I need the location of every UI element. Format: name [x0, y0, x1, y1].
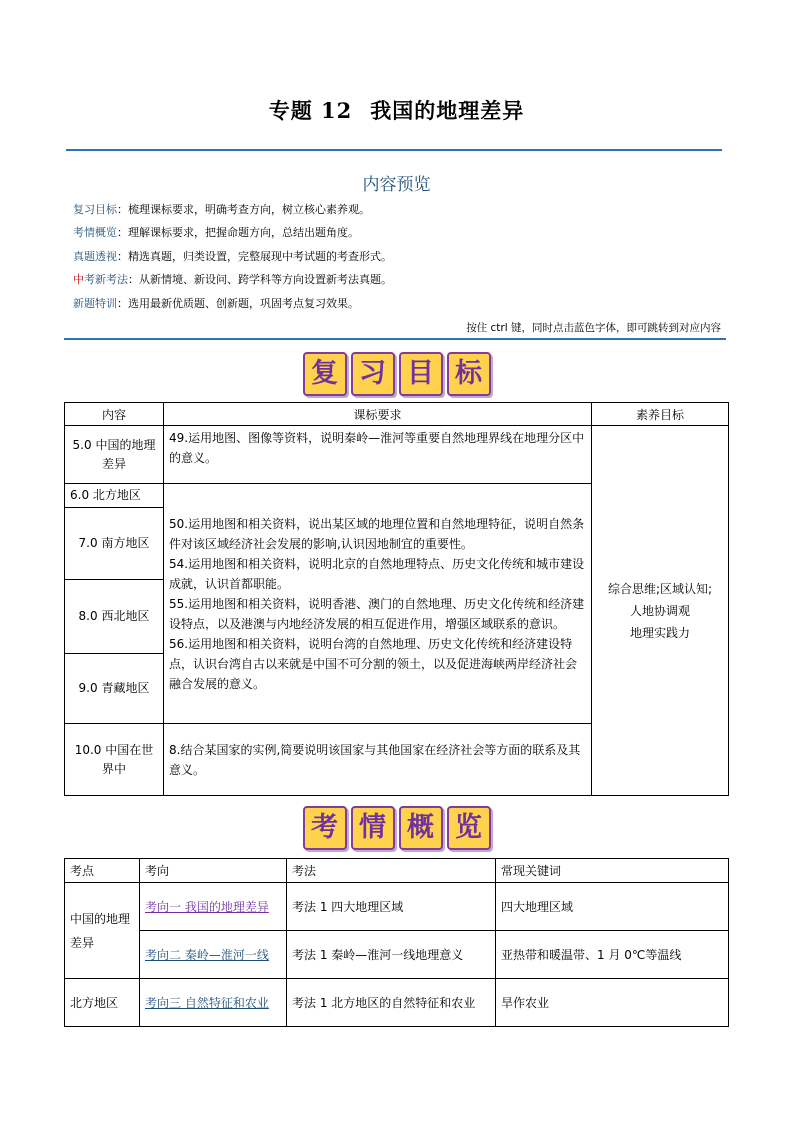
table-cell-direction[interactable]: [140, 931, 287, 979]
preview-item-label[interactable]: 考情概览: [73, 226, 117, 239]
requirement-line: 55.运用地图和相关资料，说明香港、澳门的自然地理、历史文化传统和经济建设特点，以及港澳与内地经济发展的相互促进作用，增强区域联系的意识。: [169, 596, 585, 631]
direction-link[interactable]: 考向三 自然特征和农业: [145, 995, 269, 1010]
preview-item-text: ：精选真题，归类设置，完整展现中考试题的考查形式。: [117, 250, 392, 263]
table-cell-content: 6.0 北方地区: [65, 484, 164, 508]
preview-heading: 内容预览: [362, 175, 431, 195]
table-cell-method: 考法 1 四大地理区域: [287, 883, 496, 931]
preview-item-exam-overview[interactable]: [73, 226, 359, 240]
requirement-line: 50.运用地图和相关资料，说出某区域的地理位置和自然地理特征，说明自然条件对该区域经济社会发展的影响,认识因地制宜的重要性。: [169, 516, 585, 551]
column-header: 常现关键词: [496, 859, 729, 883]
preview-divider: [64, 338, 726, 340]
badge-char: 标: [447, 352, 491, 396]
table-cell-direction[interactable]: [140, 979, 287, 1027]
table-cell-point: 中国的地理差异: [65, 883, 140, 979]
badge-char: 复: [303, 352, 347, 396]
table-cell-requirement: 8.结合某国家的实例,简要说明该国家与其他国家在经济社会等方面的联系及其意义。: [164, 724, 592, 796]
requirement-line: 56.运用地图和相关资料，说明台湾的自然地理、历史文化传统和经济建设特点，认识台湾自古以来就是中国不可分割的领土，以及促进海峡两岸经济社会融合发展的意义。: [169, 636, 578, 691]
direction-link[interactable]: 考向一 我国的地理差异: [145, 899, 269, 914]
table-cell-content: 9.0 青藏地区: [65, 654, 164, 724]
badge-char: 习: [351, 352, 395, 396]
title-topic-number: 专题 12: [268, 98, 353, 123]
table-cell-content: 10.0 中国在世界中: [65, 724, 164, 796]
column-header: 素养目标: [592, 403, 729, 426]
badge-char: 览: [447, 806, 491, 850]
preview-item-text: ：从新情境、新设问、跨学科等方向设置新考法真题。: [128, 273, 392, 286]
table-cell-content: 8.0 西北地区: [65, 580, 164, 654]
preview-item-label-red: 中: [73, 273, 84, 286]
table-cell-method: 考法 1 秦岭—淮河一线地理意义: [287, 931, 496, 979]
section-review-goal-badge: [0, 352, 793, 396]
preview-item-label[interactable]: [73, 273, 128, 286]
table-cell-method: 考法 1 北方地区的自然特征和农业: [287, 979, 496, 1027]
table-cell-goal: [592, 426, 729, 796]
goal-line: 综合思维;区域认知;: [607, 581, 713, 596]
preview-item-text: ：选用最新优质题、创新题，巩固考点复习效果。: [117, 297, 359, 310]
preview-item-text: ：理解课标要求，把握命题方向，总结出题角度。: [117, 226, 359, 239]
preview-item-review-goal[interactable]: [73, 203, 370, 217]
table-cell-content: 7.0 南方地区: [65, 508, 164, 580]
preview-item-text: ：梳理课标要求，明确考查方向，树立核心素养观。: [117, 203, 370, 216]
table-cell-keyword: 旱作农业: [496, 979, 729, 1027]
table-cell-direction[interactable]: [140, 883, 287, 931]
preview-item-new-training[interactable]: [73, 297, 359, 311]
preview-item-label[interactable]: 真题透视: [73, 250, 117, 263]
column-header: 考向: [140, 859, 287, 883]
preview-item-real-questions[interactable]: [73, 250, 392, 264]
column-header: 考点: [65, 859, 140, 883]
requirement-line: 54.运用地图和相关资料，说明北京的自然地理特点、历史文化传统和城市建设成就，认识首都职能。: [169, 556, 585, 591]
table-cell-keyword: 亚热带和暖温带、1 月 0℃等温线: [496, 931, 729, 979]
page-title: [0, 95, 793, 125]
table-cell-requirement-merged: [164, 484, 592, 724]
column-header: 内容: [65, 403, 164, 426]
title-topic-name: 我国的地理差异: [370, 98, 525, 123]
badge-char: 考: [303, 806, 347, 850]
preview-item-label[interactable]: 新题特训: [73, 297, 117, 310]
goal-line: 人地协调观: [629, 603, 690, 618]
top-divider: [66, 149, 722, 151]
table-cell-keyword: 四大地理区域: [496, 883, 729, 931]
preview-item-label[interactable]: 复习目标: [73, 203, 117, 216]
table-cell-point: 北方地区: [65, 979, 140, 1027]
direction-link[interactable]: 考向二 秦岭—淮河一线: [145, 947, 269, 962]
ctrl-click-note: 按住 ctrl 键，同时点击蓝色字体，即可跳转到对应内容: [466, 322, 721, 334]
preview-item-label-rest: 考新考法: [84, 273, 128, 286]
table-cell-content: 5.0 中国的地理差异: [65, 426, 164, 484]
table-cell-requirement: 49.运用地图、图像等资料，说明秦岭—淮河等重要自然地理界线在地理分区中的意义。: [164, 426, 592, 484]
preview-item-new-methods[interactable]: [73, 273, 392, 287]
exam-overview-table: [64, 858, 729, 1027]
badge-char: 情: [351, 806, 395, 850]
column-header: 考法: [287, 859, 496, 883]
badge-char: 目: [399, 352, 443, 396]
review-goal-table: [64, 402, 729, 796]
badge-char: 概: [399, 806, 443, 850]
column-header: 课标要求: [164, 403, 592, 426]
section-exam-overview-badge: [0, 806, 793, 850]
goal-line: 地理实践力: [629, 625, 690, 640]
